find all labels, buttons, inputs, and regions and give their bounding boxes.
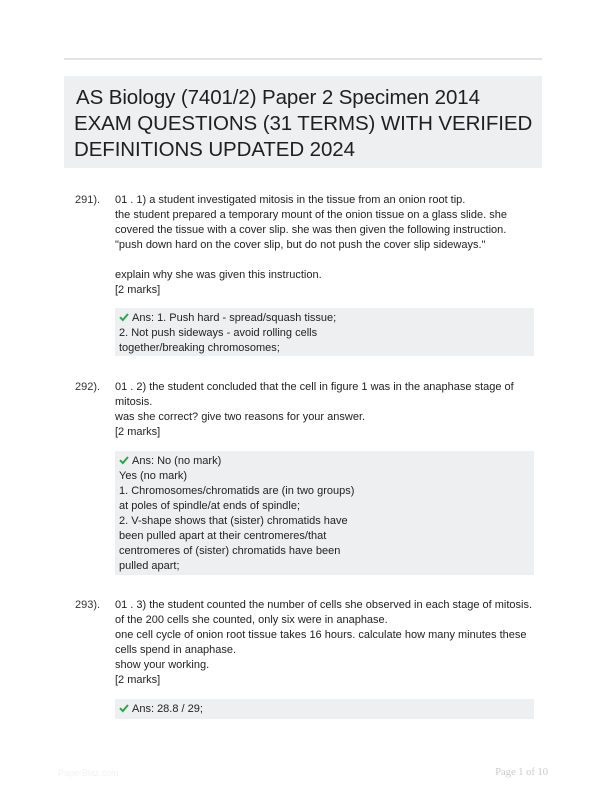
check-icon bbox=[119, 703, 129, 713]
question-line: 01 . 1) a student investigated mitosis in the tissue from an onion root tip. bbox=[115, 194, 466, 206]
answer-line: 2. Not push sideways - avoid rolling cells bbox=[119, 327, 318, 339]
question-line: of the 200 cells she counted, only six were in anaphase. bbox=[115, 614, 388, 626]
answer-line: been pulled apart at their centromeres/that bbox=[119, 530, 327, 542]
question-number: 292). bbox=[75, 381, 101, 393]
answer-line: 1. Chromosomes/chromatids are (in two groups) bbox=[119, 485, 355, 497]
question-line bbox=[115, 253, 545, 268]
question-line: [2 marks] bbox=[115, 674, 161, 686]
answer-line bbox=[119, 454, 534, 469]
answer-line bbox=[119, 702, 534, 717]
answer-box bbox=[115, 699, 534, 719]
check-icon bbox=[119, 455, 129, 465]
question-number: 293). bbox=[75, 599, 101, 611]
question-number: 291). bbox=[75, 194, 101, 206]
title-line-2: EXAM QUESTIONS (31 TERMS) WITH VERIFIED bbox=[74, 112, 533, 135]
title-line-3: DEFINITIONS UPDATED 2024 bbox=[74, 138, 355, 161]
check-icon bbox=[119, 312, 129, 322]
document-title bbox=[64, 76, 542, 168]
answer-text: Ans: 28.8 / 29; bbox=[132, 703, 203, 715]
question-line: was she correct? give two reasons for your answer. bbox=[115, 411, 366, 423]
answer-line: centromeres of (sister) chromatids have been bbox=[119, 545, 341, 557]
answer-line: pulled apart; bbox=[119, 560, 180, 572]
answer-line: 2. V-shape shows that (sister) chromatids have bbox=[119, 515, 348, 527]
question-line: one cell cycle of onion root tissue takes 16 hours. calculate how many minutes these bbox=[115, 629, 527, 641]
question-line: the student prepared a temporary mount of the onion tissue on a glass slide. she bbox=[115, 209, 507, 221]
page-number: Page 1 of 10 bbox=[495, 767, 548, 778]
question-text bbox=[115, 598, 545, 688]
question-line: [2 marks] bbox=[115, 426, 161, 438]
footer-site-watermark: PaperBlitz.com bbox=[58, 768, 119, 778]
question-line: explain why she was given this instruction. bbox=[115, 269, 322, 281]
answer-text: Ans: 1. Push hard - spread/squash tissue; bbox=[132, 312, 337, 324]
question-line: 01 . 3) the student counted the number of cells she observed in each stage of mitosis. bbox=[115, 599, 533, 611]
top-divider bbox=[64, 58, 542, 60]
answer-line: at poles of spindle/at ends of spindle; bbox=[119, 500, 301, 512]
question-line: covered the tissue with a cover slip. she was then given the following instruction. bbox=[115, 224, 507, 236]
answer-line: together/breaking chromosomes; bbox=[119, 342, 280, 354]
answer-line bbox=[119, 311, 534, 326]
question-line: 01 . 2) the student concluded that the cell in figure 1 was in the anaphase stage of bbox=[115, 381, 514, 393]
answer-text: Ans: No (no mark) bbox=[132, 455, 222, 467]
answer-box bbox=[115, 451, 534, 575]
question-line: mitosis. bbox=[115, 396, 153, 408]
question-line: [2 marks] bbox=[115, 284, 161, 296]
question-line: cells spend in anaphase. bbox=[115, 644, 237, 656]
question-line: "push down hard on the cover slip, but do not push the cover slip sideways." bbox=[115, 239, 486, 251]
question-text bbox=[115, 193, 545, 298]
title-line-1: AS Biology (7401/2) Paper 2 Specimen 2014 bbox=[76, 86, 480, 109]
answer-line: Yes (no mark) bbox=[119, 470, 188, 482]
answer-box bbox=[115, 308, 534, 356]
question-line: show your working. bbox=[115, 659, 210, 671]
question-text bbox=[115, 380, 545, 440]
